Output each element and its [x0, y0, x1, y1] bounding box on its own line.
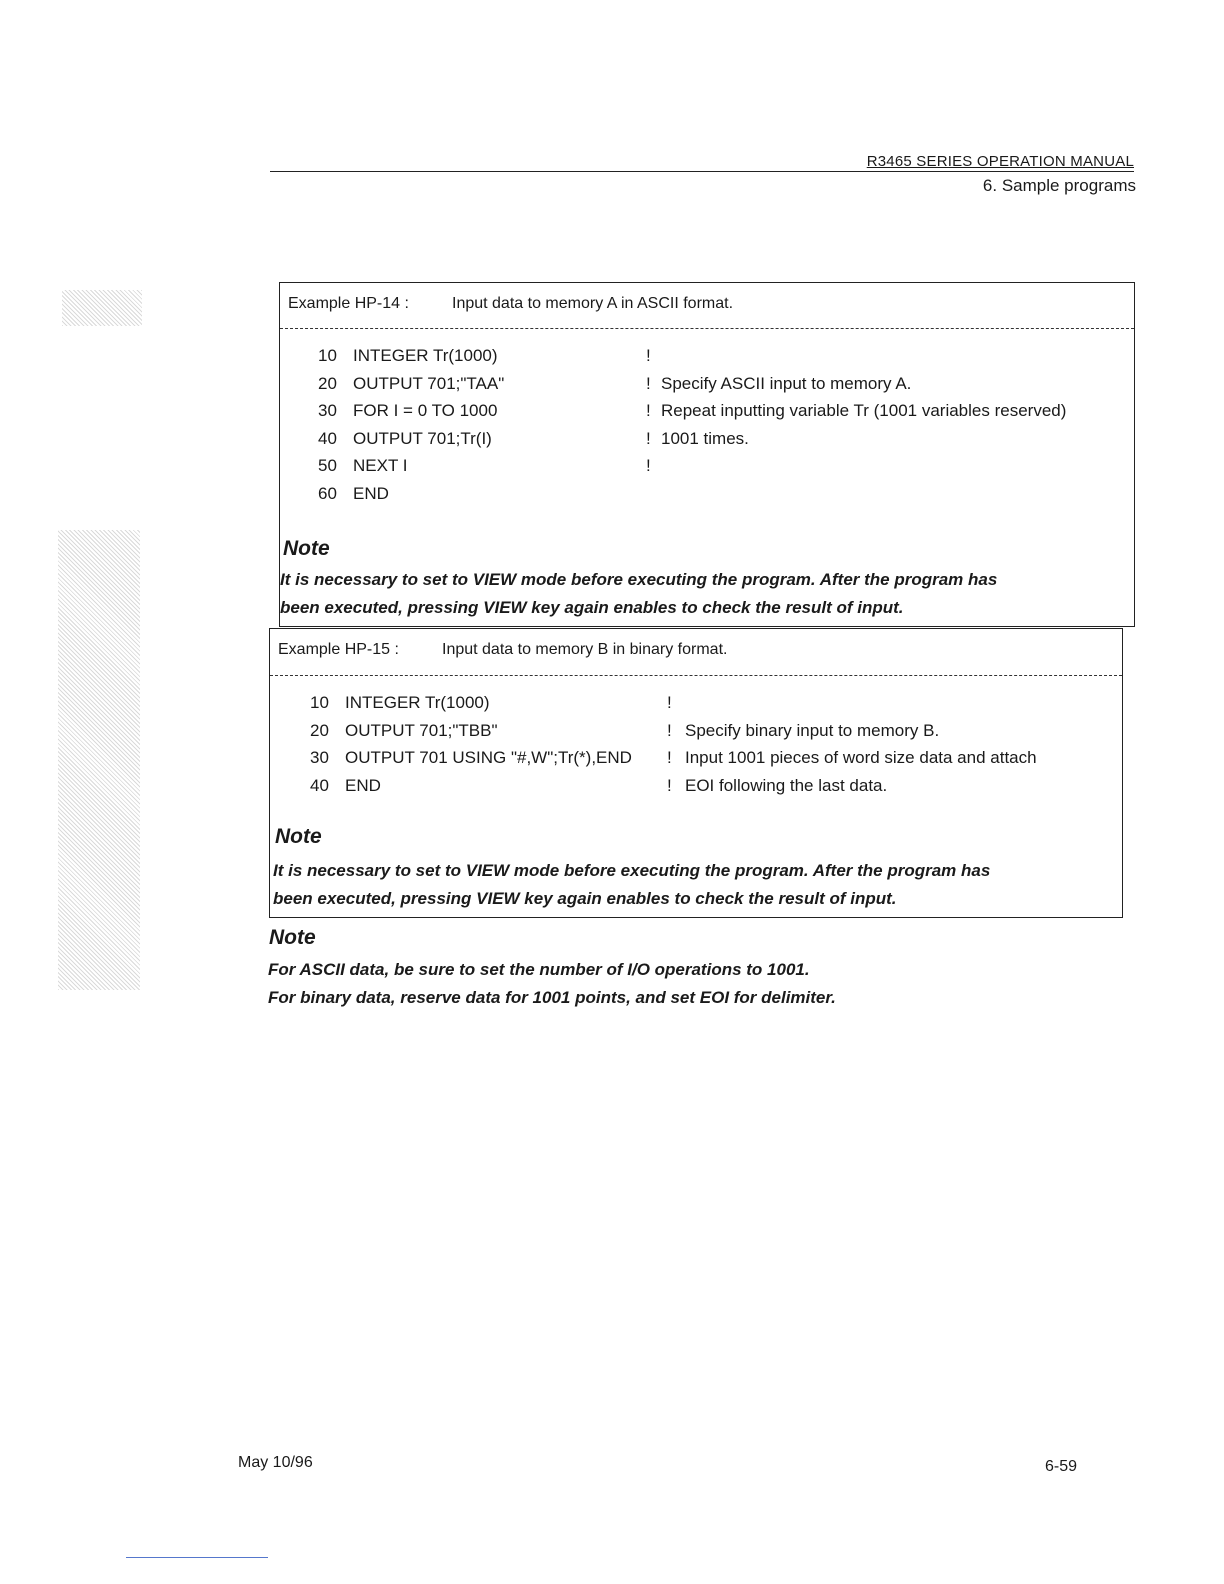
page-number: 6-59 [1045, 1458, 1078, 1475]
final-note-line: For ASCII data, be sure to set the number of I/O operations to 1001. [268, 960, 810, 979]
statement: FOR I = 0 TO 1000 [353, 401, 498, 420]
dashed-divider [270, 675, 1122, 676]
note-line: been executed, pressing VIEW key again enables to check the result of input. [280, 597, 904, 617]
comment: EOI following the last data. [685, 775, 888, 795]
final-note-title: Note [269, 926, 316, 949]
comment-marker: ! [646, 456, 651, 475]
line-number: 30 [318, 401, 337, 420]
final-note-line: For binary data, reserve data for 1001 points, and set EOI for delimiter. [268, 988, 836, 1007]
scan-artifact [58, 530, 140, 990]
note-body [273, 857, 1113, 912]
line-number: 60 [318, 483, 337, 503]
example-description: Input data to memory A in ASCII format. [452, 295, 734, 312]
example-description: Input data to memory B in binary format. [442, 641, 728, 658]
comment-marker: ! [646, 401, 651, 420]
comment-marker: ! [667, 693, 672, 712]
statement: OUTPUT 701;Tr(I) [353, 428, 492, 448]
statement: END [345, 775, 381, 795]
line-number: 20 [318, 373, 337, 393]
statement: INTEGER Tr(1000) [353, 346, 498, 365]
example-header [288, 295, 733, 313]
comment: Specify ASCII input to memory A. [661, 373, 912, 393]
final-note-body [268, 956, 836, 1012]
dashed-divider [280, 328, 1134, 329]
line-number: 10 [310, 693, 329, 712]
manual-title: R3465 SERIES OPERATION MANUAL [866, 153, 1134, 170]
statement: OUTPUT 701;"TAA" [353, 373, 505, 393]
note-line: It is necessary to set to VIEW mode before executing the program. After the program has [273, 861, 991, 880]
line-number: 40 [318, 428, 337, 448]
example-hp14-box [279, 282, 1135, 627]
statement: OUTPUT 701 USING "#,W";Tr(*),END [345, 748, 632, 767]
statement: NEXT I [353, 456, 408, 475]
statement: OUTPUT 701;"TBB" [345, 720, 498, 740]
note-title: Note [283, 537, 330, 560]
comment-marker: ! [646, 373, 651, 393]
note-line: been executed, pressing VIEW key again enables to check the result of input. [273, 888, 897, 908]
comment-marker: ! [646, 428, 651, 448]
line-number: 50 [318, 456, 337, 475]
note-body [280, 566, 1120, 621]
scan-edge-line [126, 1557, 268, 1558]
footer-date: May 10/96 [238, 1454, 313, 1471]
example-id: Example HP-14 : [288, 295, 409, 312]
section-title: 6. Sample programs [982, 176, 1136, 195]
comment: Repeat inputting variable Tr (1001 variables reserved) [661, 401, 1067, 420]
comment-marker: ! [667, 775, 672, 795]
note-line: It is necessary to set to VIEW mode before executing the program. After the program has [280, 570, 998, 589]
example-header [278, 641, 727, 659]
statement: END [353, 483, 389, 503]
scan-artifact [62, 290, 142, 326]
header-rule [270, 171, 1134, 172]
comment: Input 1001 pieces of word size data and attach [685, 748, 1037, 767]
line-number: 20 [310, 720, 329, 740]
note-title: Note [275, 825, 322, 848]
line-number: 40 [310, 775, 329, 795]
statement: INTEGER Tr(1000) [345, 693, 490, 712]
comment-marker: ! [667, 720, 672, 740]
comment-marker: ! [646, 346, 651, 365]
line-number: 30 [310, 748, 329, 767]
line-number: 10 [318, 346, 337, 365]
comment: Specify binary input to memory B. [685, 720, 940, 740]
example-id: Example HP-15 : [278, 641, 399, 658]
example-hp15-box [269, 628, 1123, 918]
comment: 1001 times. [661, 428, 749, 448]
comment-marker: ! [667, 748, 672, 767]
